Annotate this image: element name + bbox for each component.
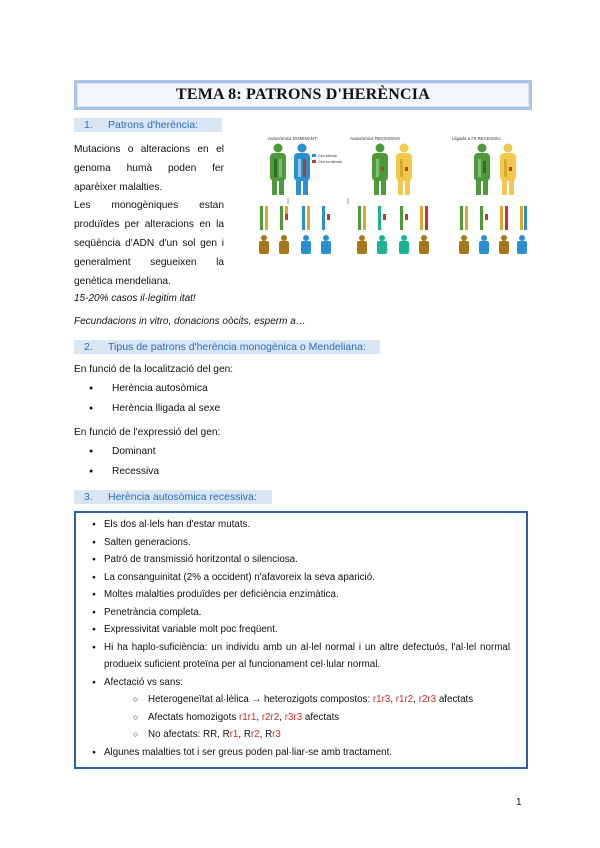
list-item: ● Els dos al·lels han d'estar mutats. — [76, 516, 510, 534]
legend-swatch-unaffected — [312, 160, 316, 163]
list-item: ● Herència lligada al sexe — [74, 399, 374, 419]
inheritance-figure — [238, 134, 528, 260]
panel-label-recessive: Autosòmica RECESSIVA — [350, 136, 401, 141]
list-item: ● Afectació vs sans: — [76, 674, 510, 692]
section-1-para-1: Mutacions o alteracions en el genoma humà poden fer aparèixer malalties. — [74, 144, 224, 193]
sub-item-text: afectats — [436, 694, 474, 705]
genotype: r1 — [229, 729, 239, 740]
genotype: r2 — [250, 729, 260, 740]
genotype: r2r2 — [261, 711, 280, 723]
list-item: ● Hi ha haplo-suficiència: un individu amb un al·lel normal i un altre defectuós, l'al·lel normal produeix suficient proteïna per al funcionament cel·lular normal. — [76, 639, 510, 674]
section-1-heading — [74, 118, 222, 132]
page-number: 1 — [516, 797, 522, 808]
sub-item-text: afectats — [302, 711, 340, 723]
parent-figure-green-1 — [270, 144, 286, 196]
page-title: TEMA 8: PATRONS D'HERÈNCIA — [176, 86, 430, 103]
expression-list — [74, 442, 374, 482]
legend-unaffected: Gen no afectat — [318, 160, 342, 164]
list-item: ● Penetrància completa. — [76, 604, 510, 622]
location-list — [74, 379, 374, 419]
section-3-title: Herència autosòmica recessiva: — [108, 491, 257, 503]
parent-figure-yellow-2 — [396, 144, 412, 196]
genotype: r1r2 — [395, 694, 414, 705]
section-2-title: Tipus de patrons d'herència monogènica o Mendeliana: — [108, 341, 366, 353]
title-box — [74, 80, 532, 110]
genotype: r3r3 — [284, 711, 303, 723]
section-1-title: Patrons d'herència: — [108, 119, 199, 131]
list-item: ● Dominant — [74, 442, 374, 462]
list-item: ● Patró de transmissió horitzontal o silenciosa. — [76, 551, 510, 569]
recessive-traits-box — [74, 511, 528, 769]
inheritance-diagram — [238, 134, 528, 260]
panel-label-x-linked: Lligada a l'X RECESSIU — [452, 136, 501, 141]
sub-item-unaffected: ○ No afectats: RR, Rr1, Rr2, Rr3 — [76, 726, 510, 744]
list-item: ● Moltes malalties produïdes per deficiència enzimàtica. — [76, 586, 510, 604]
recessive-traits-list — [76, 516, 510, 761]
section-1-number: 1. — [84, 119, 93, 131]
parent-figure-green-2 — [372, 144, 388, 196]
children-row — [259, 235, 527, 254]
sub-item-text: Afectats homozigots — [148, 711, 239, 723]
parent-figure-blue-1 — [294, 144, 310, 196]
genotype: r1r1 — [238, 711, 257, 723]
genotype: r3 — [272, 729, 281, 740]
section-1-para-2: Les monogèniques estan produïdes per alteracions en la seqüència d'ADN d'un sol gen i generalment segueixen la genètica mendeliana. — [74, 200, 224, 287]
section-3-heading — [74, 490, 272, 504]
sub-item-homozygous: ○ Afectats homozigots r1r1, r2r2, r3r3 afectats — [76, 709, 510, 727]
location-label: En funció de la localització del gen: — [74, 364, 234, 375]
list-item: ● Expressivitat variable molt poc freqüent. — [76, 621, 510, 639]
section-2-number: 2. — [84, 341, 93, 353]
genotype: r2r3 — [418, 694, 437, 705]
expression-label: En funció de l'expressió del gen: — [74, 427, 221, 438]
panel-label-dominant: Autosòmica DOMINANT — [268, 136, 317, 141]
note-illegitimacy: 15-20% casos il·legitim itat! — [74, 293, 196, 304]
sub-item-text: Heterogeneïtat al·lèlica → heterozigots compostos: — [148, 694, 373, 705]
parent-figure-green-3 — [474, 144, 490, 196]
note-fertilization: Fecundacions in vitro, donacions oòcits, esperm a… — [74, 316, 306, 327]
sub-item-text: No afectats: RR, R — [148, 729, 230, 740]
section-2-heading — [74, 340, 380, 354]
list-item: ● La consanguinitat (2% a occident) n'afavoreix la seva aparició. — [76, 569, 510, 587]
chromosome-row — [260, 206, 527, 230]
list-item: ● Algunes malalties tot i ser greus poden pal·liar-se amb tractament. — [76, 744, 510, 762]
legend-affected: Gen afectat — [318, 154, 337, 158]
list-item: ● Salten generacions. — [76, 534, 510, 552]
list-item: ● Herència autosòmica — [74, 379, 374, 399]
sub-item-heterogeneity: ○ Heterogeneïtat al·lèlica → heterozigots compostos: r1r3, r1r2, r2r3 afectats — [76, 691, 510, 709]
genotype: r1r3 — [372, 694, 391, 705]
list-item: ● Recessiva — [74, 462, 374, 482]
legend-swatch-affected — [312, 154, 316, 157]
section-3-number: 3. — [84, 491, 93, 503]
parent-figure-yellow-3 — [500, 144, 516, 196]
